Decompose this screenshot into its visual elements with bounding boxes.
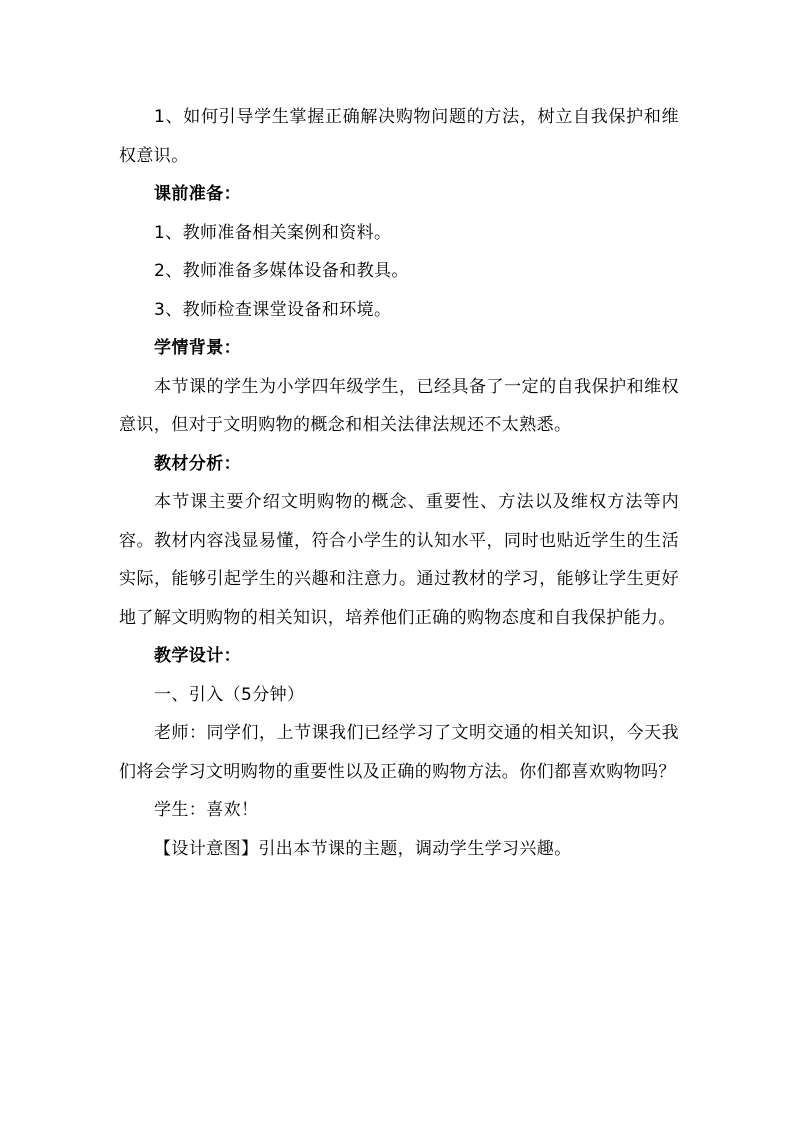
document-page <box>119 98 679 868</box>
heading-preparation: 课前准备： <box>154 184 241 204</box>
paragraph-design-intent: 【设计意图】引出本节课的主题，调动学生学习兴趣。 <box>154 838 572 859</box>
paragraph-intro-section: 一、引入（5分钟） <box>154 684 305 705</box>
paragraph-teacher-dialogue: 老师：同学们，上节课我们已经学习了文明交通的相关知识，今天我们将会学习文明购物的重要性以及正确的购物方法。你们都喜欢购物吗？ <box>119 723 679 782</box>
paragraph-prep-3: 3、教师检查课堂设备和环境。 <box>154 299 392 320</box>
paragraph-student-background: 本节课的学生为小学四年级学生，已经具备了一定的自我保护和维权意识，但对于文明购物的概念和相关法律法规还不太熟悉。 <box>119 376 679 435</box>
paragraph-material-analysis: 本节课主要介绍文明购物的概念、重要性、方法以及维权方法等内容。教材内容浅显易懂，符合小学生的认知水平，同时也贴近学生的生活实际，能够引起学生的兴趣和注意力。通过教材的学习，能够让学生更好地了解文明购物的相关知识，培养他们正确的购物态度和自我保护能力。 <box>119 492 679 628</box>
paragraph-student-dialogue: 学生：喜欢！ <box>154 800 259 820</box>
paragraph-prep-2: 2、教师准备多媒体设备和教具。 <box>154 261 409 281</box>
paragraph-goal-1: 1、如何引导学生掌握正确解决购物问题的方法，树立自我保护和维权意识。 <box>119 107 679 166</box>
paragraph-prep-1: 1、教师准备相关案例和资料。 <box>154 222 392 243</box>
heading-teaching-design: 教学设计： <box>154 646 241 666</box>
heading-student-background: 学情背景： <box>154 338 241 358</box>
heading-material-analysis: 教材分析： <box>154 453 241 474</box>
